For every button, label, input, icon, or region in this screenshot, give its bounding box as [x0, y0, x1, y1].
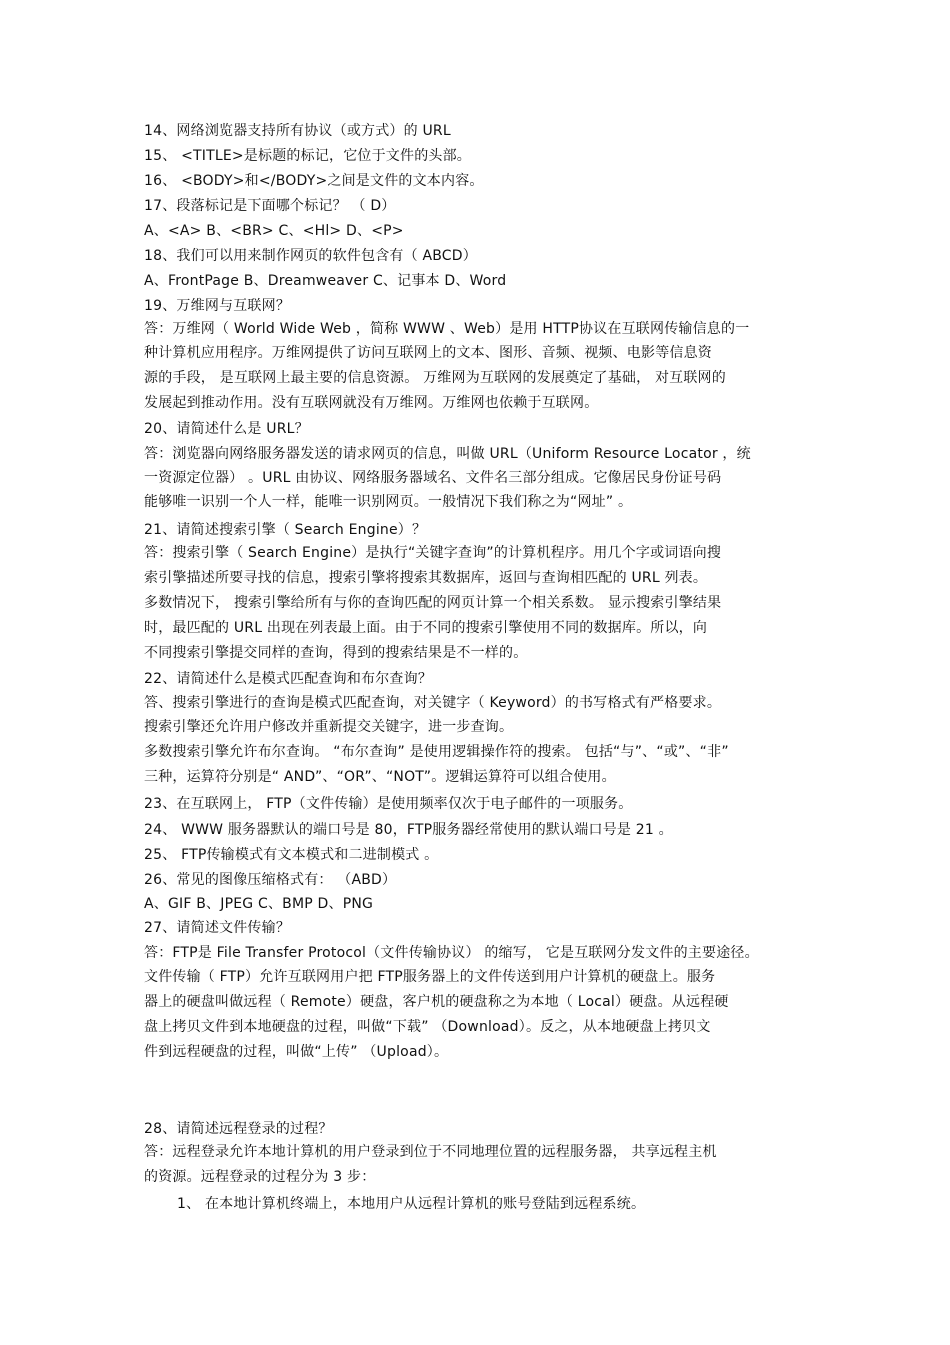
question-19: 19、万维网与互联网？ [144, 298, 291, 314]
answer-21-line-4: 时，最匹配的 URL 出现在列表最上面。由于不同的搜索引擎使用不同的数据库。所以，向 [144, 620, 708, 636]
answer-22-line-2: 搜索引擎还允许用户修改并重新提交关键字，进一步查询。 [144, 719, 514, 735]
answer-28-step-1: 1、 在本地计算机终端上，本地用户从远程计算机的账号登陆到远程系统。 [177, 1196, 646, 1212]
answer-21-line-5: 不同搜索引擎提交同样的查询，得到的搜索结果是不一样的。 [144, 645, 528, 661]
question-21: 21、请简述搜索引擎（ Search Engine）？ [144, 522, 427, 538]
answer-27-line-4: 盘上拷贝文件到本地硬盘的过程，叫做“下载” （Download）。反之，从本地硬盘上拷贝文 [144, 1019, 711, 1035]
question-16: 16、 <BODY>和</BODY>之间是文件的文本内容。 [144, 173, 484, 189]
question-14: 14、网络浏览器支持所有协议（或方式）的 URL [144, 123, 451, 139]
question-26-options: A、GIF B、JPEG C、BMP D、PNG [144, 896, 374, 912]
question-18-options: A、FrontPage B、Dreamweaver C、记事本 D、Word [144, 273, 507, 289]
answer-19-line-3: 源的手段， 是互联网上最主要的信息资源。 万维网为互联网的发展奠定了基础， 对互联网的 [144, 370, 726, 386]
question-27: 27、请简述文件传输？ [144, 920, 291, 936]
answer-21-line-2: 索引擎描述所要寻找的信息，搜索引擎将搜索其数据库，返回与查询相匹配的 URL 列表。 [144, 570, 708, 586]
question-17-options: A、<A> B、<BR> C、<Hl> D、<P> [144, 223, 404, 239]
answer-20-line-2: 一资源定位器） 。URL 由协议、网络服务器域名、文件名三部分组成。它像居民身份证号码 [144, 470, 722, 486]
answer-20-line-1: 答：浏览器向网络服务器发送的请求网页的信息，叫做 URL（Uniform Resource Locator ，统 [144, 446, 751, 462]
answer-22-line-1: 答、搜索引擎进行的查询是模式匹配查询，对关键字（ Keyword）的书写格式有严格要求。 [144, 695, 722, 711]
answer-27-line-5: 件到远程硬盘的过程，叫做“上传” （Upload）。 [144, 1044, 449, 1060]
answer-22-line-4: 三种，运算符分别是“ AND”、“OR”、“NOT”。逻辑运算符可以组合使用。 [144, 769, 616, 785]
answer-27-line-1: 答：FTP是 File Transfer Protocol（文件传输协议） 的缩写， 它是互联网分发文件的主要途径。 [144, 945, 759, 961]
answer-27-line-3: 器上的硬盘叫做远程（ Remote）硬盘，客户机的硬盘称之为本地（ Local）硬盘。从远程硬 [144, 994, 729, 1010]
question-20: 20、请简述什么是 URL？ [144, 421, 309, 437]
answer-22-line-3: 多数搜索引擎允许布尔查询。 “布尔查询” 是使用逻辑操作符的搜索。 包括“与”、“或”、“非” [144, 744, 729, 760]
question-26: 26、常见的图像压缩格式有： （ABD） [144, 872, 397, 888]
question-15: 15、 <TITLE>是标题的标记，它位于文件的头部。 [144, 148, 472, 164]
answer-21-line-3: 多数情况下， 搜索引擎给所有与你的查询匹配的网页计算一个相关系数。 显示搜索引擎结果 [144, 595, 722, 611]
answer-21-line-1: 答：搜索引擎（ Search Engine）是执行“关键字查询”的计算机程序。用几个字或词语向搜 [144, 545, 722, 561]
answer-19-line-4: 发展起到推动作用。没有互联网就没有万维网。万维网也依赖于互联网。 [144, 395, 599, 411]
question-18: 18、我们可以用来制作网页的软件包含有（ ABCD） [144, 248, 477, 264]
answer-20-line-3: 能够唯一识别一个人一样，能唯一识别网页。一般情况下我们称之为“网址” 。 [144, 494, 633, 510]
answer-19-line-1: 答：万维网（ World Wide Web ，简称 WWW 、Web）是用 HTTP协议在互联网传输信息的一 [144, 321, 750, 337]
answer-28-line-1: 答：远程登录允许本地计算机的用户登录到位于不同地理位置的远程服务器， 共享远程主机 [144, 1144, 717, 1160]
answer-28-line-2: 的资源。远程登录的过程分为 3 步： [144, 1169, 376, 1185]
question-23: 23、在互联网上， FTP（文件传输）是使用频率仅次于电子邮件的一项服务。 [144, 796, 633, 812]
question-22: 22、请简述什么是模式匹配查询和布尔查询？ [144, 671, 433, 687]
question-28: 28、请简述远程登录的过程？ [144, 1121, 333, 1137]
answer-27-line-2: 文件传输（ FTP）允许互联网用户把 FTP服务器上的文件传送到用户计算机的硬盘上。服务 [144, 969, 716, 985]
question-24: 24、 WWW 服务器默认的端口号是 80，FTP服务器经常使用的默认端口号是 21 。 [144, 822, 673, 838]
question-25: 25、 FTP传输模式有文本模式和二进制模式 。 [144, 847, 439, 863]
answer-19-line-2: 种计算机应用程序。万维网提供了访问互联网上的文本、图形、音频、视频、电影等信息资 [144, 345, 712, 361]
question-17: 17、段落标记是下面哪个标记？ （ D） [144, 198, 396, 214]
